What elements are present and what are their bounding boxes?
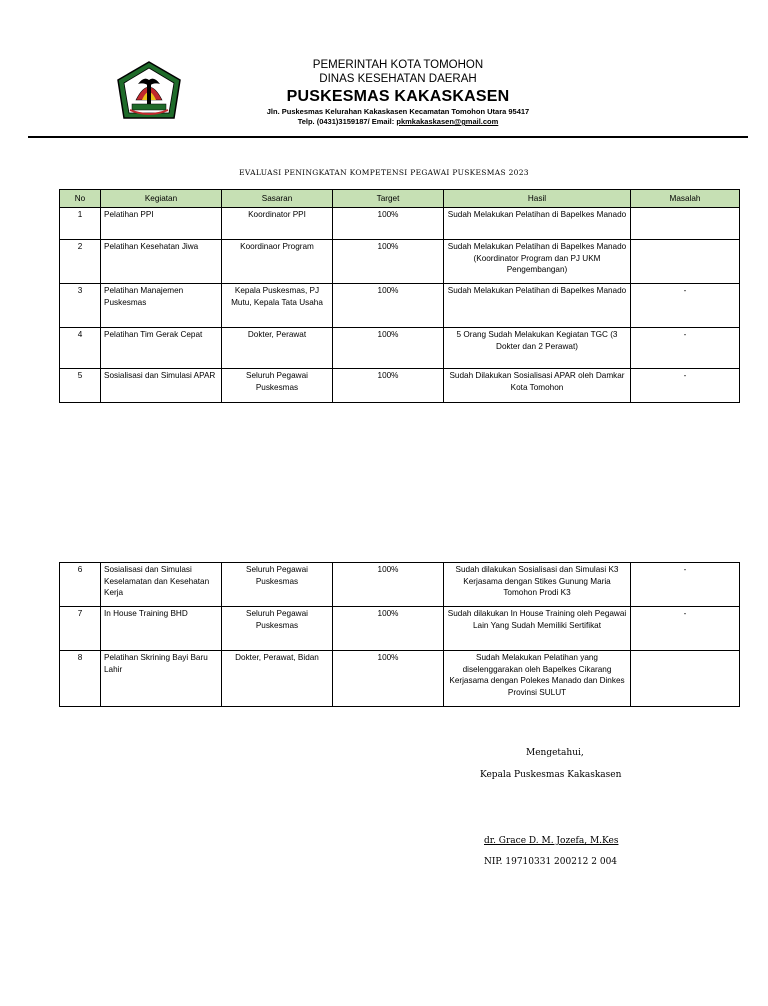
signature-nip: NIP. 19710331 200212 2 004 bbox=[484, 857, 618, 867]
letterhead-address: Jln. Puskesmas Kelurahan Kakaskasen Kecamatan Tomohon Utara 95417 bbox=[266, 107, 530, 116]
cell-kegiatan: Pelatihan Kesehatan Jiwa bbox=[101, 240, 222, 284]
cell-target: 100% bbox=[333, 328, 444, 369]
cell-kegiatan: In House Training BHD bbox=[101, 607, 222, 651]
cell-target: 100% bbox=[333, 369, 444, 403]
cell-kegiatan: Sosialisasi dan Simulasi Keselamatan dan Kesehatan Kerja bbox=[101, 563, 222, 607]
cell-masalah bbox=[631, 651, 740, 707]
cell-masalah bbox=[631, 240, 740, 284]
cell-target: 100% bbox=[333, 651, 444, 707]
cell-sasaran: Kepala Puskesmas, PJ Mutu, Kepala Tata Usaha bbox=[222, 284, 333, 328]
letterhead-divider bbox=[28, 136, 748, 138]
table-row bbox=[60, 208, 740, 240]
cell-target: 100% bbox=[333, 607, 444, 651]
letterhead-government: PEMERINTAH KOTA TOMOHON bbox=[312, 59, 484, 71]
cell-hasil: Sudah Melakukan Pelatihan di Bapelkes Manado bbox=[444, 284, 631, 328]
cell-sasaran: Seluruh Pegawai Puskesmas bbox=[222, 369, 333, 403]
header-kegiatan: Kegiatan bbox=[101, 190, 222, 208]
cell-no: 3 bbox=[60, 284, 101, 328]
cell-kegiatan: Pelatihan PPI bbox=[101, 208, 222, 240]
tomohon-emblem-icon bbox=[116, 60, 182, 126]
table-row bbox=[60, 607, 740, 651]
table-row bbox=[60, 328, 740, 369]
cell-sasaran: Dokter, Perawat bbox=[222, 328, 333, 369]
cell-hasil: 5 Orang Sudah Melakukan Kegiatan TGC (3 Dokter dan 2 Perawat) bbox=[444, 328, 631, 369]
signature-position: Kepala Puskesmas Kakaskasen bbox=[480, 770, 622, 780]
cell-masalah: - bbox=[631, 328, 740, 369]
table-row bbox=[60, 240, 740, 284]
cell-no: 6 bbox=[60, 563, 101, 607]
cell-target: 100% bbox=[333, 208, 444, 240]
cell-target: 100% bbox=[333, 563, 444, 607]
cell-no: 7 bbox=[60, 607, 101, 651]
signature-acknowledged: Mengetahui, bbox=[526, 748, 584, 758]
cell-hasil: Sudah Melakukan Pelatihan yang diselenggarakan oleh Bapelkes Cikarang Kerjasama dengan Polekes Manado dan Dinkes Provinsi SULUT bbox=[444, 651, 631, 707]
evaluation-table bbox=[59, 189, 740, 403]
table-row bbox=[60, 369, 740, 403]
cell-kegiatan: Pelatihan Manajemen Puskesmas bbox=[101, 284, 222, 328]
letterhead-contact bbox=[200, 117, 596, 127]
letterhead-phone: Telp. (0431)3159187/ Email: bbox=[297, 117, 397, 126]
cell-hasil: Sudah dilakukan Sosialisasi dan Simulasi K3 Kerjasama dengan Stikes Gunung Maria Tomohon Prodi K3 bbox=[444, 563, 631, 607]
cell-sasaran: Seluruh Pegawai Puskesmas bbox=[222, 563, 333, 607]
cell-masalah: - bbox=[631, 607, 740, 651]
document-title: EVALUASI PENINGKATAN KOMPETENSI PEGAWAI PUSKESMAS 2023 bbox=[239, 168, 529, 177]
header-hasil: Hasil bbox=[444, 190, 631, 208]
cell-target: 100% bbox=[333, 240, 444, 284]
cell-no: 5 bbox=[60, 369, 101, 403]
table-row bbox=[60, 284, 740, 328]
cell-no: 8 bbox=[60, 651, 101, 707]
cell-kegiatan: Pelatihan Skrining Bayi Baru Lahir bbox=[101, 651, 222, 707]
evaluation-table-continued bbox=[59, 562, 740, 707]
cell-kegiatan: Pelatihan Tim Gerak Cepat bbox=[101, 328, 222, 369]
letterhead-agency: DINAS KESEHATAN DAERAH bbox=[319, 73, 477, 85]
cell-hasil: Sudah Melakukan Pelatihan di Bapelkes Manado (Koordinator Program dan PJ UKM Pengembangan) bbox=[444, 240, 631, 284]
letterhead-email: pkmkakaskasen@gmail.com bbox=[396, 117, 499, 126]
cell-masalah bbox=[631, 208, 740, 240]
header-sasaran: Sasaran bbox=[222, 190, 333, 208]
header-no: No bbox=[60, 190, 101, 208]
table-row bbox=[60, 563, 740, 607]
cell-no: 2 bbox=[60, 240, 101, 284]
cell-no: 1 bbox=[60, 208, 101, 240]
letterhead-institution: PUSKESMAS KAKASKASEN bbox=[286, 88, 510, 105]
table-header-row bbox=[60, 190, 740, 208]
cell-sasaran: Koordinator PPI bbox=[222, 208, 333, 240]
cell-hasil: Sudah dilakukan In House Training oleh Pegawai Lain Yang Sudah Memiliki Sertifikat bbox=[444, 607, 631, 651]
cell-masalah: - bbox=[631, 369, 740, 403]
header-target: Target bbox=[333, 190, 444, 208]
cell-kegiatan: Sosialisasi dan Simulasi APAR bbox=[101, 369, 222, 403]
cell-no: 4 bbox=[60, 328, 101, 369]
signature-name: dr. Grace D. M. Jozefa, M.Kes bbox=[484, 836, 619, 846]
cell-sasaran: Dokter, Perawat, Bidan bbox=[222, 651, 333, 707]
table-row bbox=[60, 651, 740, 707]
cell-masalah: - bbox=[631, 563, 740, 607]
cell-hasil: Sudah Melakukan Pelatihan di Bapelkes Manado bbox=[444, 208, 631, 240]
header-masalah: Masalah bbox=[631, 190, 740, 208]
cell-hasil: Sudah Dilakukan Sosialisasi APAR oleh Damkar Kota Tomohon bbox=[444, 369, 631, 403]
cell-target: 100% bbox=[333, 284, 444, 328]
letterhead bbox=[200, 58, 596, 127]
cell-sasaran: Seluruh Pegawai Puskesmas bbox=[222, 607, 333, 651]
cell-sasaran: Koordinaor Program bbox=[222, 240, 333, 284]
cell-masalah: - bbox=[631, 284, 740, 328]
